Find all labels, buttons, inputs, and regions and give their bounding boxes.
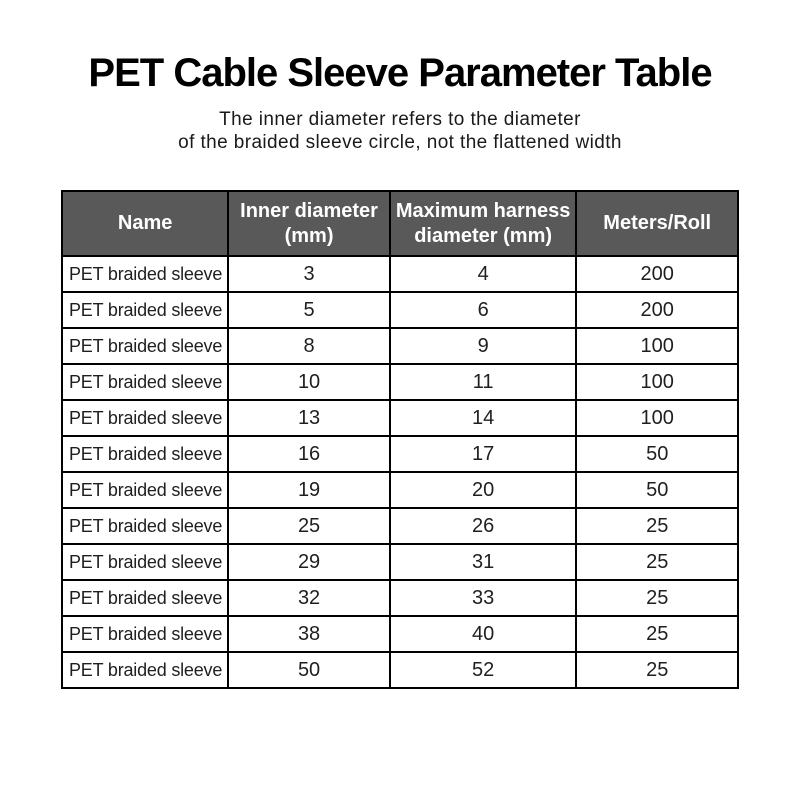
max-harness-diameter-cell: 11	[390, 364, 577, 400]
max-harness-diameter-cell: 17	[390, 436, 577, 472]
header-row	[62, 191, 738, 256]
column-header-name: Name	[62, 191, 228, 256]
inner-diameter-cell: 38	[228, 616, 390, 652]
meters-per-roll-cell: 50	[576, 472, 738, 508]
page-subtitle	[0, 108, 800, 154]
meters-per-roll-cell: 200	[576, 292, 738, 328]
inner-diameter-cell: 13	[228, 400, 390, 436]
table-body	[62, 256, 738, 688]
max-harness-diameter-cell: 31	[390, 544, 577, 580]
meters-per-roll-cell: 25	[576, 616, 738, 652]
name-cell: PET braided sleeve	[62, 616, 228, 652]
name-cell: PET braided sleeve	[62, 544, 228, 580]
table-row	[62, 400, 738, 436]
max-harness-diameter-cell: 33	[390, 580, 577, 616]
column-header-max-harness-diameter: Maximum harness diameter (mm)	[390, 191, 577, 256]
meters-per-roll-cell: 200	[576, 256, 738, 292]
name-cell: PET braided sleeve	[62, 652, 228, 688]
page-title: PET Cable Sleeve Parameter Table	[88, 51, 712, 95]
meters-per-roll-cell: 25	[576, 652, 738, 688]
max-harness-diameter-cell: 26	[390, 508, 577, 544]
table-row	[62, 580, 738, 616]
name-cell: PET braided sleeve	[62, 364, 228, 400]
max-harness-diameter-cell: 40	[390, 616, 577, 652]
inner-diameter-cell: 16	[228, 436, 390, 472]
column-header-inner-diameter: Inner diameter (mm)	[228, 191, 390, 256]
table-row	[62, 508, 738, 544]
meters-per-roll-cell: 25	[576, 508, 738, 544]
max-harness-diameter-cell: 52	[390, 652, 577, 688]
table-row	[62, 616, 738, 652]
name-cell: PET braided sleeve	[62, 400, 228, 436]
inner-diameter-cell: 10	[228, 364, 390, 400]
name-cell: PET braided sleeve	[62, 328, 228, 364]
inner-diameter-cell: 19	[228, 472, 390, 508]
inner-diameter-cell: 5	[228, 292, 390, 328]
meters-per-roll-cell: 100	[576, 400, 738, 436]
table-row	[62, 292, 738, 328]
meters-per-roll-cell: 25	[576, 580, 738, 616]
table-row	[62, 652, 738, 688]
table-row	[62, 256, 738, 292]
max-harness-diameter-cell: 14	[390, 400, 577, 436]
name-cell: PET braided sleeve	[62, 436, 228, 472]
table-row	[62, 544, 738, 580]
table-row	[62, 328, 738, 364]
meters-per-roll-cell: 50	[576, 436, 738, 472]
inner-diameter-cell: 50	[228, 652, 390, 688]
name-cell: PET braided sleeve	[62, 292, 228, 328]
parameter-table	[61, 190, 739, 689]
name-cell: PET braided sleeve	[62, 580, 228, 616]
max-harness-diameter-cell: 6	[390, 292, 577, 328]
table-row	[62, 364, 738, 400]
inner-diameter-cell: 3	[228, 256, 390, 292]
inner-diameter-cell: 8	[228, 328, 390, 364]
max-harness-diameter-cell: 20	[390, 472, 577, 508]
name-cell: PET braided sleeve	[62, 472, 228, 508]
inner-diameter-cell: 29	[228, 544, 390, 580]
table-row	[62, 472, 738, 508]
table-row	[62, 436, 738, 472]
meters-per-roll-cell: 100	[576, 364, 738, 400]
inner-diameter-cell: 32	[228, 580, 390, 616]
meters-per-roll-cell: 25	[576, 544, 738, 580]
max-harness-diameter-cell: 4	[390, 256, 577, 292]
inner-diameter-cell: 25	[228, 508, 390, 544]
table-header	[62, 191, 738, 256]
column-header-meters-per-roll: Meters/Roll	[576, 191, 738, 256]
name-cell: PET braided sleeve	[62, 508, 228, 544]
name-cell: PET braided sleeve	[62, 256, 228, 292]
meters-per-roll-cell: 100	[576, 328, 738, 364]
max-harness-diameter-cell: 9	[390, 328, 577, 364]
subtitle-line-2: of the braided sleeve circle, not the flattened width	[178, 132, 622, 153]
subtitle-line-1: The inner diameter refers to the diameter	[219, 109, 581, 130]
